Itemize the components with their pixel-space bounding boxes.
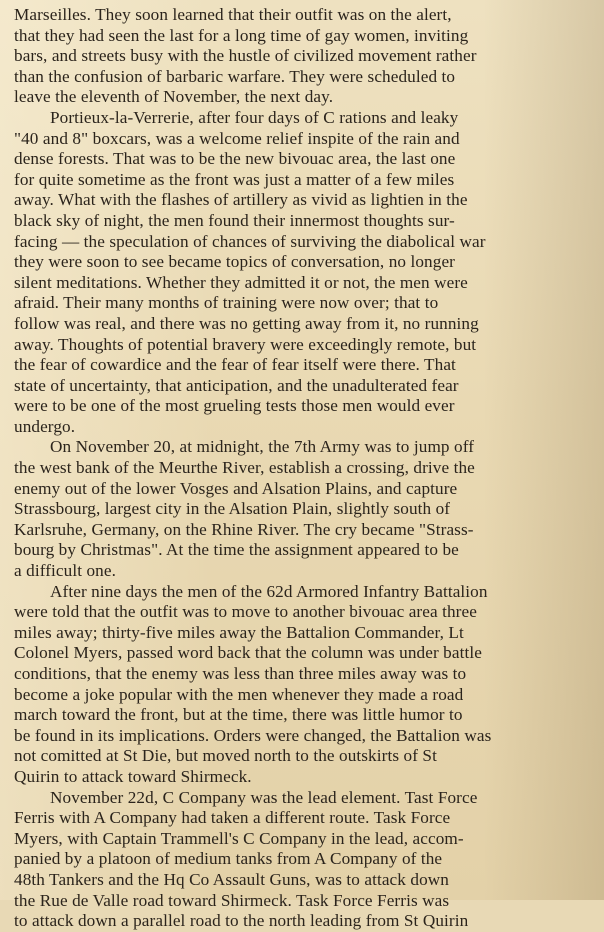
- paragraph-after-nine-days: [14, 582, 596, 788]
- text-line: for quite sometime as the front was just a matter of a few miles: [14, 169, 455, 189]
- text-line: the west bank of the Meurthe River, establish a crossing, drive the: [14, 458, 475, 478]
- text-line: bars, and streets busy with the hustle of civilized movement rather: [14, 46, 477, 66]
- text-line: miles away; thirty-five miles away the Battalion Commander, Lt: [14, 622, 464, 642]
- paragraph-november-20: [14, 437, 596, 581]
- text-line: black sky of night, the men found their innermost thoughts sur-: [14, 210, 455, 230]
- text-line: away. What with the flashes of artillery as vivid as lightien in the: [14, 190, 468, 210]
- text-line: were to be one of the most grueling tests those men would ever: [14, 396, 455, 416]
- text-line: facing — the speculation of chances of surviving the diabolical war: [14, 231, 486, 251]
- text-line: panied by a platoon of medium tanks from A Company of the: [14, 849, 443, 869]
- text-line: conditions, that the enemy was less than three miles away was to: [14, 664, 467, 683]
- text-line: that they had seen the last for a long time of gay women, inviting: [14, 25, 469, 45]
- text-line: Karlsruhe, Germany, on the Rhine River. The cry became "Strass-: [14, 519, 474, 539]
- text-line: undergo.: [14, 416, 76, 436]
- text-line: were told that the outfit was to move to another bivouac area three: [14, 602, 477, 622]
- text-line: enemy out of the lower Vosges and Alsation Plains, and capture: [14, 478, 458, 498]
- text-line: Colonel Myers, passed word back that the column was under battle: [14, 643, 482, 663]
- text-line: After nine days the men of the 62d Armored Infantry Battalion: [50, 581, 488, 601]
- text-line: follow was real, and there was no getting away from it, no running: [14, 313, 479, 333]
- text-line: bourg by Christmas". At the time the assignment appeared to be: [14, 540, 459, 560]
- text-line: become a joke popular with the men whenever they made a road: [14, 684, 464, 704]
- text-line: Strassbourg, largest city in the Alsation Plain, slightly south of: [14, 499, 451, 519]
- text-line: a difficult one.: [14, 561, 116, 581]
- text-line: state of uncertainty, that anticipation, and the unadulterated fear: [14, 375, 459, 395]
- text-line: to attack down a parallel road to the north leading from St Quirin: [14, 911, 469, 931]
- text-line: leave the eleventh of November, the next day.: [14, 87, 334, 107]
- text-line: 48th Tankers and the Hq Co Assault Guns, was to attack down: [14, 869, 449, 889]
- text-line: "40 and 8" boxcars, was a welcome relief inspite of the rain and: [14, 128, 460, 148]
- text-line: the fear of cowardice and the fear of fear itself were there. That: [14, 355, 456, 375]
- text-line: away. Thoughts of potential bravery were exceedingly remote, but: [14, 334, 477, 354]
- text-line: Portieux-la-Verrerie, after four days of C rations and leaky: [50, 107, 459, 127]
- text-line: Quirin to attack toward Shirmeck.: [14, 766, 252, 786]
- text-line: silent meditations. Whether they admitted it or not, the men were: [14, 272, 468, 292]
- text-line: march toward the front, but at the time, there was little humor to: [14, 705, 463, 725]
- text-line: they were soon to see became topics of conversation, no longer: [14, 252, 455, 272]
- text-line: not comitted at St Die, but moved north to the outskirts of St: [14, 746, 437, 766]
- text-line: dense forests. That was to be the new bivouac area, the last one: [14, 149, 456, 169]
- paragraph-portieux: [14, 108, 596, 438]
- paragraph-november-22d: [14, 788, 596, 932]
- text-line: Marseilles. They soon learned that their outfit was on the alert,: [14, 5, 452, 24]
- text-line: November 22d, C Company was the lead element. Tast Force: [50, 787, 478, 807]
- text-line: afraid. Their many months of training were now over; that to: [14, 293, 439, 313]
- text-line: the Rue de Valle road toward Shirmeck. Task Force Ferris was: [14, 890, 450, 910]
- text-line: than the confusion of barbaric warfare. They were scheduled to: [14, 66, 456, 86]
- paragraph-marseilles: [14, 5, 596, 108]
- text-line: Ferris with A Company had taken a different route. Task Force: [14, 808, 451, 828]
- text-line: On November 20, at midnight, the 7th Army was to jump off: [50, 437, 475, 457]
- text-line: Myers, with Captain Trammell's C Company in the lead, accom-: [14, 828, 464, 848]
- text-line: be found in its implications. Orders were changed, the Battalion was: [14, 725, 492, 745]
